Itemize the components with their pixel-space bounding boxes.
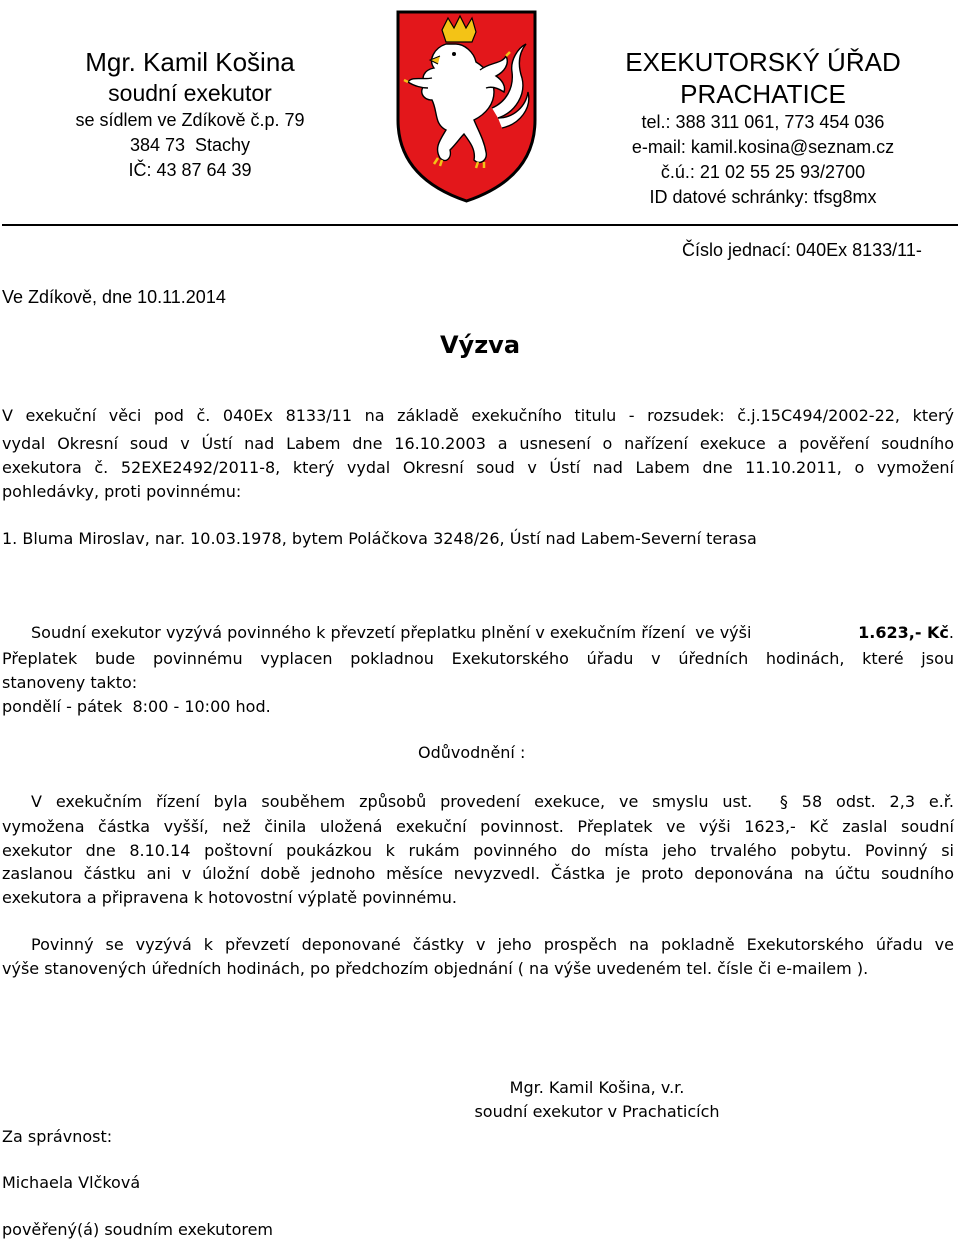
reasoning-line: zaslanou částku ani v úložní době jednoho měsíce nevyzvedl. Částka je proto deponována na účtu soudního bbox=[2, 864, 954, 883]
case-number: Číslo jednací: 040Ex 8133/11- bbox=[682, 240, 922, 260]
reasoning-title: Odůvodnění : bbox=[418, 743, 526, 762]
office-databox: ID datové schránky: tfsg8mx bbox=[649, 187, 877, 207]
office-email: e-mail: kamil.kosina@seznam.cz bbox=[631, 137, 895, 157]
office-city: PRACHATICE bbox=[680, 79, 846, 109]
executor-ico: IČ: 43 87 64 39 bbox=[128, 160, 252, 180]
instruction-line: Povinný se vyzývá k převzetí deponované částky v jeho prospěch na pokladně Exekutorského úřadu ve bbox=[31, 935, 954, 954]
place-date: Ve Zdíkově, dne 10.11.2014 bbox=[2, 287, 226, 307]
executor-zip-city: 384 73 Stachy bbox=[129, 135, 251, 155]
office-account: č.ú.: 21 02 55 25 93/2700 bbox=[660, 162, 866, 182]
office-hours: pondělí - pátek 8:00 - 10:00 hod. bbox=[2, 697, 271, 716]
call-text: Soudní exekutor vyzývá povinného k převzetí přeplatku plnění v exekučním řízení ve výši bbox=[31, 623, 752, 642]
signatory-role: soudní exekutor v Prachaticích bbox=[474, 1102, 720, 1121]
coat-of-arms-logo bbox=[394, 8, 539, 204]
executor-seat: se sídlem ve Zdíkově č.p. 79 bbox=[75, 110, 305, 130]
attest-role: pověřený(á) soudním exekutorem bbox=[2, 1220, 274, 1239]
signatory-name: Mgr. Kamil Košina, v.r. bbox=[509, 1078, 685, 1097]
intro-line: exekutora č. 52EXE2492/2011-8, který vydal Okresní soud v Ústí nad Labem dne 11.10.2011, o vymožení bbox=[2, 458, 954, 477]
czech-lion-emblem-icon bbox=[394, 8, 539, 204]
office-phone: tel.: 388 311 061, 773 454 036 bbox=[641, 112, 885, 132]
office-header bbox=[596, 46, 930, 210]
call-amount bbox=[858, 621, 954, 645]
intro-line: V exekuční věci pod č. 040Ex 8133/11 na základě exekučního titulu - rozsudek: č.j.15C494/2002-22, který bbox=[2, 406, 954, 425]
call-line: Přeplatek bude povinnému vyplacen pokladnou Exekutorského úřadu v úředních hodinách, které jsou bbox=[2, 649, 954, 668]
debtor-line: 1. Bluma Miroslav, nar. 10.03.1978, bytem Poláčkova 3248/26, Ústí nad Labem-Severní terasa bbox=[2, 529, 757, 548]
executor-role: soudní exekutor bbox=[108, 80, 272, 106]
signature-block bbox=[440, 1076, 754, 1124]
page-title: Výzva bbox=[439, 331, 521, 359]
call-period: . bbox=[948, 623, 954, 642]
office-name: EXEKUTORSKÝ ÚŘAD bbox=[625, 47, 901, 77]
executor-header bbox=[60, 46, 320, 183]
reasoning-line: exekutora a připravena k hotovostní výplatě povinnému. bbox=[2, 888, 458, 907]
attest-label: Za správnost: bbox=[2, 1127, 113, 1146]
attest-name: Michaela Vlčková bbox=[2, 1173, 141, 1192]
call-line bbox=[31, 621, 954, 645]
amount-value: 1.623,- Kč bbox=[858, 623, 949, 642]
intro-line: vydal Okresní soud v Ústí nad Labem dne 16.10.2003 a usnesení o nařízení exekuce a pověření soudního bbox=[2, 434, 954, 453]
reasoning-line: vymožena částka vyšší, než činila uložená exekuční povinnost. Přeplatek ve výši 1623,- Kč zaslal soudní bbox=[2, 817, 954, 836]
intro-line: pohledávky, proti povinnému: bbox=[2, 482, 242, 501]
executor-name: Mgr. Kamil Košina bbox=[85, 47, 295, 77]
reasoning-line: V exekučním řízení byla souběhem způsobů provedení exekuce, ve smyslu ust. § 58 odst. 2,3 e.ř. bbox=[31, 792, 954, 811]
instruction-line: výše stanovených úředních hodinách, po předchozím objednání ( na výše uvedeném tel. čísle či e-mailem ). bbox=[2, 959, 869, 978]
header-divider bbox=[2, 224, 958, 226]
reasoning-line: exekutor dne 8.10.14 poštovní poukázkou k rukám povinného do místa jeho trvalého pobytu. Povinný si bbox=[2, 841, 954, 860]
call-line: stanoveny takto: bbox=[2, 673, 138, 692]
